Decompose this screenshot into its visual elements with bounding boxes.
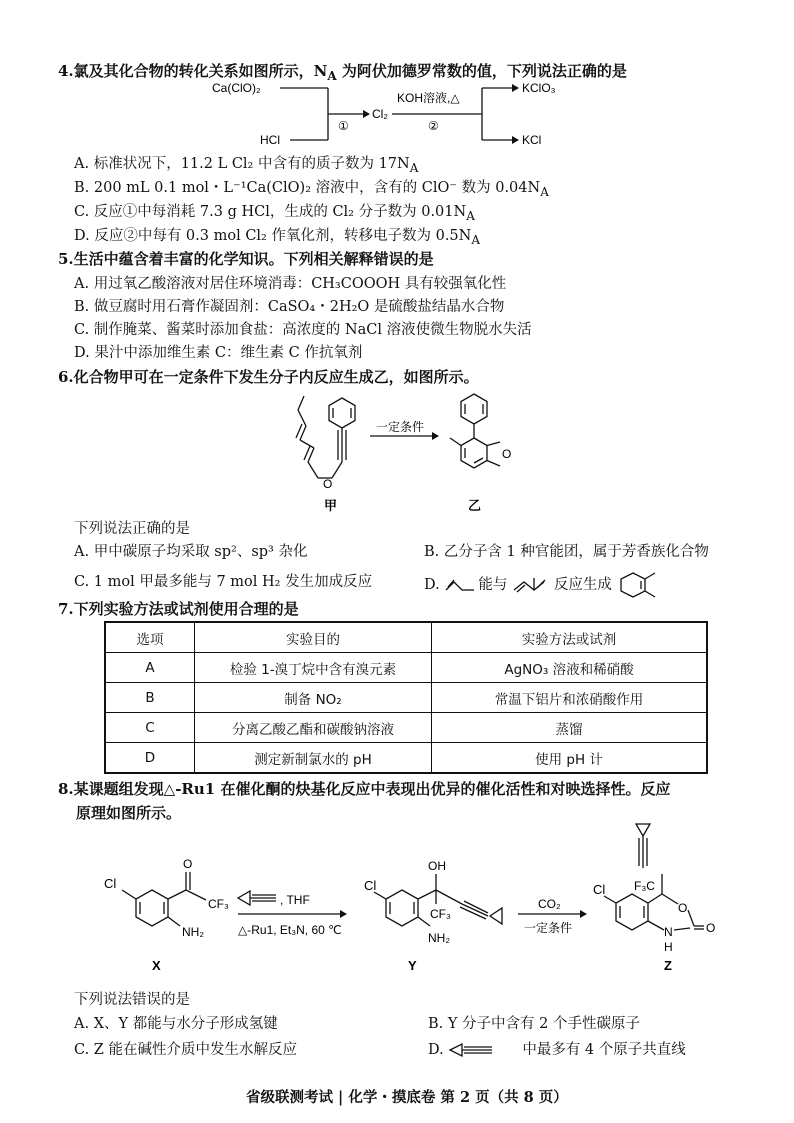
molecule-x bbox=[122, 872, 206, 926]
cell-option: D bbox=[105, 743, 195, 774]
x-cf3: CF₃ bbox=[208, 897, 229, 911]
q8-stem-line1: 8.某课题组发现△-Ru1 在催化酮的炔基化反应中表现出优异的催化活性和对映选择性。反应 bbox=[58, 780, 671, 798]
q6-option-a: A. 甲中碳原子均采取 sp²、sp³ 杂化 bbox=[74, 544, 308, 560]
q4-scheme bbox=[200, 76, 600, 152]
molecule-yi bbox=[450, 394, 500, 468]
q8-co2: CO₂ bbox=[538, 897, 561, 911]
q5-option-d: D. 果汁中添加维生素 C：维生素 C 作抗氧剂 bbox=[74, 345, 363, 361]
cell-option: B bbox=[105, 683, 195, 713]
q5-stem: 5.生活中蕴含着丰富的化学知识。下列相关解释错误的是 bbox=[58, 250, 434, 268]
q5-option-a: A. 用过氧乙酸溶液对居住环境消毒：CH₃COOOH 具有较强氧化性 bbox=[74, 276, 507, 292]
q4-option-b: B. 200 mL 0.1 mol・L⁻¹Ca(ClO)₂ 溶液中，含有的 ClO⁻ 数为 $0.04N_A$ bbox=[74, 180, 549, 199]
z-o-ring: O bbox=[678, 901, 688, 915]
q8-reagent-top: , THF bbox=[280, 893, 310, 907]
x-o: O bbox=[183, 857, 193, 871]
yi-o-atom: O bbox=[502, 447, 512, 461]
q8-option-c: C. Z 能在碱性介质中发生水解反应 bbox=[74, 1042, 297, 1058]
q4-stem: 4.氯及其化合物的转化关系如图所示，$N_A$ 为阿伏加德罗常数的值，下列说法正确的是 bbox=[58, 62, 627, 83]
table-row bbox=[105, 653, 707, 683]
q4-intermediate: Cl₂ bbox=[372, 107, 388, 121]
q8-prompt: 下列说法错误的是 bbox=[74, 992, 190, 1008]
q6-condition: 一定条件 bbox=[376, 420, 425, 434]
q8-reagent-bottom: △-Ru1, Et₃N, 60 ℃ bbox=[238, 923, 342, 937]
cell-method: AgNO₃ 溶液和稀硝酸 bbox=[432, 653, 708, 683]
q8-option-b: B. Y 分子中含有 2 个手性碳原子 bbox=[428, 1016, 640, 1032]
cell-method: 常温下铝片和浓硝酸作用 bbox=[432, 683, 708, 713]
label-y: Y bbox=[408, 958, 417, 973]
q5-option-b: B. 做豆腐时用石膏作凝固剂：CaSO₄・2H₂O 是硫酸盐结晶水合物 bbox=[74, 299, 505, 315]
z-h: H bbox=[664, 940, 673, 954]
z-o-carbonyl: O bbox=[706, 921, 716, 935]
q8-condition2: 一定条件 bbox=[524, 921, 573, 935]
q8-scheme bbox=[90, 818, 730, 986]
cell-method: 使用 pH 计 bbox=[432, 743, 708, 774]
y-cf3: CF₃ bbox=[430, 907, 451, 921]
q8-option-d: D. 中最多有 4 个原子共直线 bbox=[428, 1042, 686, 1058]
q4-option-a: A. 标准状况下，11.2 L Cl₂ 中含有的质子数为 $17N_A$ bbox=[74, 156, 419, 175]
q6-option-b: B. 乙分子含 1 种官能团，属于芳香族化合物 bbox=[424, 544, 709, 560]
table-row bbox=[105, 683, 707, 713]
q4-reactant1: Ca(ClO)₂ bbox=[212, 81, 261, 95]
cell-purpose: 测定新制氯水的 pH bbox=[195, 743, 432, 774]
q6-option-d: D. 能与 反应生成 bbox=[424, 570, 661, 600]
q7-stem: 7.下列实验方法或试剂使用合理的是 bbox=[58, 600, 299, 618]
q6-prompt: 下列说法正确的是 bbox=[74, 521, 190, 537]
q6-stem: 6.化合物甲可在一定条件下发生分子内反应生成乙，如图所示。 bbox=[58, 368, 479, 386]
isoprene-structure bbox=[512, 576, 554, 594]
z-n: N bbox=[664, 925, 673, 939]
label-jia: 甲 bbox=[324, 498, 338, 513]
molecule-jia bbox=[296, 396, 355, 478]
q4-step1: ① bbox=[338, 119, 349, 133]
z-cl: Cl bbox=[593, 882, 606, 897]
cell-purpose: 制备 NO₂ bbox=[195, 683, 432, 713]
header-purpose: 实验目的 bbox=[195, 622, 432, 653]
q4-product1: KClO₃ bbox=[522, 81, 556, 95]
q4-reactant2: HCl bbox=[260, 133, 280, 147]
x-nh2: NH₂ bbox=[182, 925, 204, 939]
table-row bbox=[105, 743, 707, 774]
butadiene-structure bbox=[444, 577, 478, 593]
cell-option: C bbox=[105, 713, 195, 743]
q6-scheme bbox=[282, 388, 542, 516]
q8-option-a: A. X、Y 都能与水分子形成氢键 bbox=[74, 1016, 278, 1032]
q4-product2: KCl bbox=[522, 133, 542, 147]
cyclopropylacetylene bbox=[238, 891, 276, 905]
jia-o-atom: O bbox=[323, 477, 333, 491]
x-cl: Cl bbox=[104, 876, 117, 891]
page-footer: 省级联测考试 | 化学・摸底卷 第 2 页（共 8 页） bbox=[246, 1089, 568, 1106]
q4-option-c: C. 反应①中每消耗 7.3 g HCl，生成的 Cl₂ 分子数为 $0.01N_A$ bbox=[74, 204, 475, 223]
label-yi: 乙 bbox=[468, 498, 482, 513]
table-header-row bbox=[105, 622, 707, 653]
molecule-z bbox=[604, 824, 704, 930]
q5-option-c: C. 制作腌菜、酱菜时添加食盐：高浓度的 NaCl 溶液使微生物脱水失活 bbox=[74, 322, 532, 338]
cell-purpose: 分离乙酸乙酯和碳酸钠溶液 bbox=[195, 713, 432, 743]
label-z: Z bbox=[664, 958, 672, 973]
q4-step2: ② bbox=[428, 119, 439, 133]
z-f3c: F₃C bbox=[634, 879, 655, 893]
y-nh2: NH₂ bbox=[428, 931, 450, 945]
y-cl: Cl bbox=[364, 878, 377, 893]
header-method: 实验方法或试剂 bbox=[432, 622, 708, 653]
cyclopropylacetylene-structure bbox=[448, 1042, 522, 1058]
q6-option-c: C. 1 mol 甲最多能与 7 mol H₂ 发生加成反应 bbox=[74, 574, 373, 590]
cell-option: A bbox=[105, 653, 195, 683]
cell-purpose: 检验 1-溴丁烷中含有溴元素 bbox=[195, 653, 432, 683]
header-option: 选项 bbox=[105, 622, 195, 653]
q8-stem-line2: 原理如图所示。 bbox=[76, 804, 182, 822]
label-x: X bbox=[152, 958, 161, 973]
q4-reagent2: KOH溶液,△ bbox=[397, 91, 460, 105]
y-oh: OH bbox=[428, 859, 446, 873]
q7-table bbox=[104, 621, 708, 774]
cell-method: 蒸馏 bbox=[432, 713, 708, 743]
product-ring-structure bbox=[617, 570, 661, 600]
table-row bbox=[105, 713, 707, 743]
q4-option-d: D. 反应②中每有 0.3 mol Cl₂ 作氧化剂，转移电子数为 $0.5N_A$ bbox=[74, 228, 481, 247]
